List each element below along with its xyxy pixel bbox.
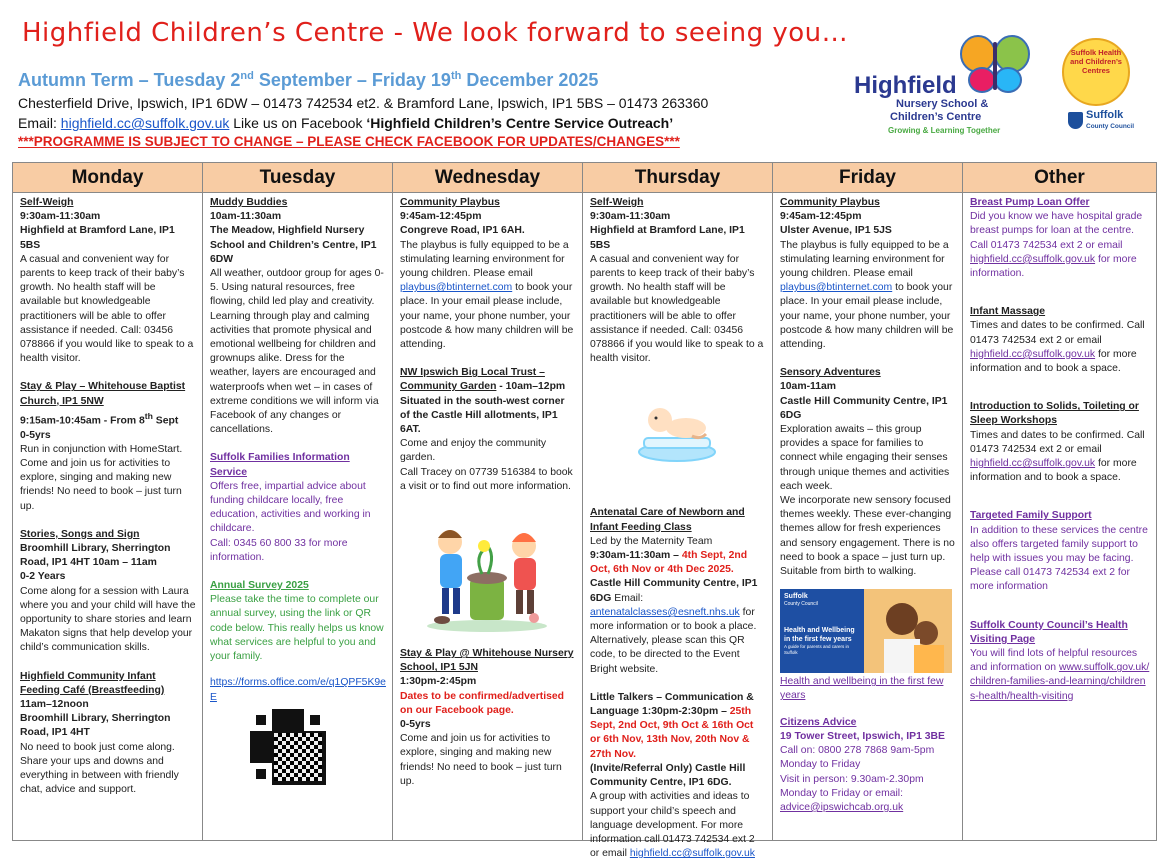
survey-qr-code	[250, 709, 326, 785]
health-visiting-link[interactable]: www.suffolk.gov.uk/children-families-and-learning/childrens-health/health-visiting	[970, 662, 1150, 702]
wednesday-header: Wednesday	[393, 163, 582, 193]
monday-column	[13, 163, 203, 840]
solids-email-link[interactable]: highfield.cc@suffolk.gov.uk	[970, 458, 1096, 470]
tuesday-header: Tuesday	[203, 163, 392, 193]
suffolk-centres-logo: Suffolk Health and Children’s Centres Suffolk County Council	[1058, 34, 1138, 134]
highfield-logo: Highfield Nursery School & Children’s Centre Growing & Learning Together	[850, 34, 1050, 139]
session-playbus-wednesday: Community Playbus 9:45am-12:45pm Congreve Road, IP1 6AH. The playbus is fully equipped to be a stimulating learning environment for young children. Please email playbus@btinternet.com to book your place. In your email please include, your name, your phone number, your postcode & how many children will be attending.	[400, 197, 574, 351]
info-health-visiting-page: Suffolk County Council’s Health Visiting Page You will find lots of helpful resources and information on www.suffolk.gov.uk/children-families-and-learning/childrens-health/health-visiting	[970, 619, 1150, 702]
monday-header: Monday	[13, 163, 202, 193]
family-photo	[864, 589, 952, 673]
suffolk-shield-icon	[1068, 112, 1083, 129]
other-column	[963, 163, 1156, 840]
session-stories-songs-sign: Stories, Songs and Sign Broomhill Library, Sherrington Road, IP1 4HT 10am – 11am 0-2 Years Come along for a session with Laura where you and your child will have the opportunity to share stories and learn Makaton signs that help develop your child’s communication skills.	[20, 528, 196, 654]
session-antenatal-class: Antenatal Care of Newborn and Infant Feeding Class Led by the Maternity Team 9:30am-11:30am – 4th Sept, 2nd Oct, 6th Nov or 4th Dec 2025. Castle Hill Community Centre, IP1 6DG Email: antenatalclasses@esneft.nhs.uk for more information or to book a place. Alternatively, please scan this QR code, to be directed to the Event Bright website.	[590, 507, 758, 675]
health-wellbeing-link[interactable]: Health and wellbeing in the first few years	[780, 676, 944, 702]
playbus-friday-email-link[interactable]: playbus@btinternet.com	[780, 282, 893, 294]
friday-column	[773, 163, 963, 840]
session-muddy-buddies: Muddy Buddies 10am-11:30am The Meadow, Highfield Nursery School and Children’s Centre, IP1 6DW All weather, outdoor group for ages 0-5. Using natural resources, free flowing, child led play and creativity. Learning through play and calming activities that promote physical and emotional wellbeing for children and grownups alike. Dress for the weather, layers are encouraged and waterproofs when wet – in cases of extreme conditions we will inform via Facebook of any changes or cancellations.	[210, 197, 384, 436]
session-little-talkers: Little Talkers – Communication & Language 1:30pm-2:30pm – 25th Sept, 2nd Oct, 9th Oct & 16th Oct or 6th Nov, 13th Nov, 20th Nov & 27th Nov. (Invite/Referral Only) Castle Hill Community Centre, IP1 6DG. A group with activities and ideas to support your child’s speech and language development. For more information call 01473 742534 ext 2 or email highfield.cc@suffolk.gov.uk	[590, 691, 755, 860]
session-infant-feeding-cafe: Highfield Community Infant Feeding Café (Breastfeeding) 11am–12noon Broomhill Library, Sherrington Road, IP1 4HT No need to book just come along. Share your ups and downs and everything in between with friendly chat, advice and support.	[20, 670, 179, 796]
info-solids-workshops: Introduction to Solids, Toileting or Sleep Workshops Times and dates to be confirmed. Call 01473 742534 ext 2 or email highfield.cc@suffolk.gov.uk for more information and to book a space.	[970, 401, 1145, 484]
info-infant-massage: Infant Massage Times and dates to be confirmed. Call 01473 742534 ext 2 or email highfield.cc@suffolk.gov.uk for more information and to book a space.	[970, 306, 1145, 375]
session-self-weigh-thursday: Self-Weigh 9:30am-11:30am Highfield at Bramford Lane, IP1 5BS A casual and convenient way for parents to keep track of their baby’s growth. No health staff will be available but knowledgeable practitioners will be able to offer assistance if needed. Call: 03456 078866 if you would like to speak to a health visitor.	[590, 197, 764, 365]
programme-warning: ***PROGRAMME IS SUBJECT TO CHANGE – PLEASE CHECK FACEBOOK FOR UPDATES/CHANGES***	[18, 134, 680, 149]
tuesday-column	[203, 163, 393, 840]
friday-header: Friday	[773, 163, 962, 193]
session-community-garden: NW Ipswich Big Local Trust – Community Garden - 10am–12pm Situated in the south-west corner of the Castle Hill allotments, IP1 6AT. Come and enjoy the community garden. Call Tracey on 07739 516384 to book a visit or to find out more information.	[400, 367, 573, 492]
cab-email-link[interactable]: advice@ipswichcab.org.uk	[780, 801, 904, 813]
facebook-page-name: ‘Highfield Children’s Centre Service Outreach’	[366, 115, 674, 131]
massage-email-link[interactable]: highfield.cc@suffolk.gov.uk	[970, 348, 1096, 360]
session-playbus-friday: Community Playbus 9:45am-12:45pm Ulster Avenue, IP1 5JS The playbus is fully equipped to be a stimulating learning environment for young children. Please email playbus@btinternet.com to book your place. In your email please include, your name, your phone number, your postcode & how many children will be attending.	[780, 197, 954, 351]
other-header: Other	[963, 163, 1156, 193]
info-families-information-service: Suffolk Families Information Service Offers free, impartial advice about funding childcare locally, free education, activities and working in childcare. Call: 0345 60 800 33 for more information.	[210, 452, 371, 563]
playbus-email-link[interactable]: playbus@btinternet.com	[400, 282, 513, 294]
butterfly-icon	[960, 34, 1030, 94]
thursday-column	[583, 163, 773, 860]
talkers-email-link[interactable]: highfield.cc@suffolk.gov.uk	[629, 848, 755, 860]
session-stay-play-monday: Stay & Play – Whitehouse Baptist Church, IP1 5NW 9:15am-10:45am - From 8th Sept 0-5yrs Run in conjunction with HomeStart. Come and join us for activities to explore, singing and making new friends! No need to book – just turn up.	[20, 381, 186, 512]
session-sensory-adventures: Sensory Adventures 10am-11am Castle Hill Community Centre, IP1 6DG Exploration awaits – this group provides a space for families to connect while engaging their senses through unique themes and activities each week. We incorporate new sensory focused themes weekly. These ever-changing themes allow for fresh experiences and sensory engagement. There is no need to book a space – just turn up. Suitable from birth to walking.	[780, 367, 955, 578]
children-gardening-illustration	[422, 508, 552, 633]
health-wellbeing-booklet: Suffolk County Council Health and Wellbeing in the first few years A guide for parents and carers in Suffolk	[780, 589, 952, 673]
contact-line: Email: highfield.cc@suffolk.gov.uk Like us on Facebook ‘Highfield Children’s Centre Service Outreach’	[18, 115, 674, 131]
info-breast-pump-loan: Breast Pump Loan Offer Did you know we have hospital grade breast pumps for loan at the centre. Call 01473 742534 ext 2 or email highfield.cc@suffolk.gov.uk for more information.	[970, 197, 1143, 280]
pump-email-link[interactable]: highfield.cc@suffolk.gov.uk	[970, 253, 1096, 265]
page-title: Highfield Children’s Centre - We look forward to seeing you…	[22, 18, 849, 48]
term-dates: Autumn Term – Tuesday 2nd September – Friday 19th December 2025	[18, 70, 599, 90]
baby-on-scales-illustration	[632, 396, 722, 466]
info-annual-survey: Annual Survey 2025 Please take the time to complete our annual survey, using the link or QR code below. This really helps us know what services are helpful to you and your family. https://forms.office.com/e/q1QPF5K9eE	[210, 579, 386, 785]
address-line: Chesterfield Drive, Ipswich, IP1 6DW – 01473 742534 et2. & Bramford Lane, Ipswich, IP1 5BS – 01473 263360	[18, 95, 709, 111]
thursday-header: Thursday	[583, 163, 772, 193]
session-stay-play-wednesday: Stay & Play @ Whitehouse Nursery School, IP1 5JN 1:30pm-2:45pm Dates to be confirmed/advertised on our Facebook page. 0-5yrs Come and join us for activities to explore, singing and making new friends! No need to book – just turn up.	[400, 648, 574, 787]
antenatal-email-link[interactable]: antenatalclasses@esneft.nhs.uk	[590, 606, 740, 618]
survey-link[interactable]: https://forms.office.com/e/q1QPF5K9eE	[210, 677, 386, 703]
email-link[interactable]: highfield.cc@suffolk.gov.uk	[60, 115, 230, 131]
timetable-grid	[12, 162, 1157, 860]
session-self-weigh-monday: Self-Weigh 9:30am-11:30am Highfield at Bramford Lane, IP1 5BS A casual and convenient way for parents to keep track of their baby’s growth. No health staff will be available but knowledgeable practitioners will be able to offer assistance if needed. Call: 03456 078866 if you would like to speak to a health visitor.	[20, 197, 194, 365]
info-citizens-advice: Citizens Advice 19 Tower Street, Ipswich, IP1 3BE Call on: 0800 278 7868 9am-5pm Monday to Friday Visit in person: 9.30am-2.30pm Monday to Friday or email: advice@ipswichcab.org.uk	[780, 716, 956, 815]
wednesday-column	[393, 163, 583, 840]
info-targeted-family-support: Targeted Family Support In addition to these services the centre also offers targeted family support to help with issues you may be facing. Please call 01473 742534 ext 2 for more information	[970, 510, 1148, 593]
